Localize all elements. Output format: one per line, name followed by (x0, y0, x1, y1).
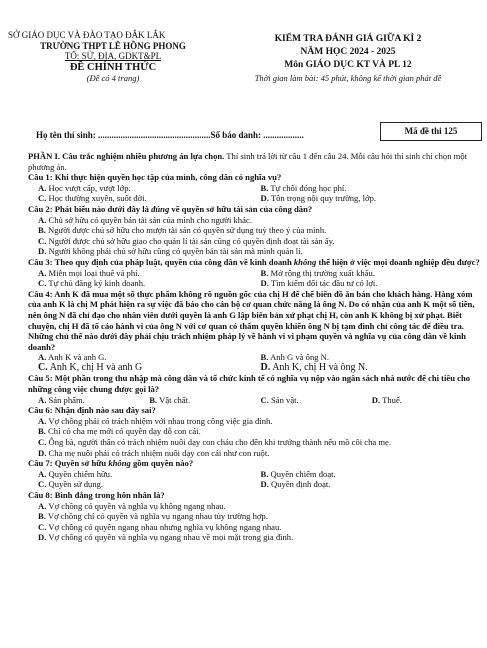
question-7-options (28, 469, 483, 480)
school-name: TRƯỜNG THPT LÊ HỒNG PHONG (40, 40, 186, 51)
option-c: C. Vợ chồng có quyền ngang nhau nhưng nghĩa vụ không ngang nhau. (38, 521, 282, 532)
option-a: A. Sản phẩm. (38, 394, 85, 405)
school-header (8, 30, 218, 84)
exam-header (212, 33, 484, 85)
option-c: C. Anh K, chị H và anh G (38, 361, 143, 373)
page-count: (Đề có 4 trang) (86, 73, 140, 83)
option-d: D. Tôn trọng nội quy trường, lớp. (260, 193, 377, 204)
option-d: D. Thuế. (371, 394, 402, 405)
option-d: D. Cha mẹ nuôi phải có trách nhiệm nuôi dạy con cái như con ruột. (38, 447, 270, 458)
option-c: C. Ông bà, người thân có trách nhiệm nuôi dạy con cháu cho đến khi trưởng thành nếu mồ côi cha mẹ. (38, 437, 392, 448)
question-5-options (28, 395, 483, 406)
question-3-options-2 (28, 278, 483, 289)
option-b: B. Anh G và ông N. (260, 352, 330, 363)
question-7: Câu 7: Quyền sở hữu không gồm quyền nào? (28, 458, 194, 469)
official-label: ĐỀ CHÍNH THỨC (69, 61, 157, 73)
option-d: D. Anh K, chị H và ông N. (260, 361, 368, 373)
subject-group: TỔ: SỬ, ĐỊA, GDKT&PL (64, 51, 162, 61)
question-4: Câu 4: Anh K đã mua một số thực phẩm không rõ nguồn gốc của chị H để chế biến đồ ăn bán cho khách hàng. Hàng xóm của anh K là chị M phát hiện ra sự việc đã báo cho cán bộ cơ quan chức năng là ông N. Do có nhận của anh K một số tiền, nên ông N đã chỉ đạo cho nhân viên dưới quyền là anh G lập biên bản xử phạt chị H, còn anh K không bị xử phạt. Biết chuyện, chị H đã tố cáo hành vi của ông N với cơ quan có thẩm quyền khiến ông N bị tạm đình chỉ công tác để điều tra. Những chủ thể nào dưới đây phải chịu trách nhiệm pháp lý về hành vi vi phạm quyền và nghĩa vụ của công dân về kinh doanh? (28, 288, 475, 352)
option-a: A. Học vượt cấp, vượt lớp. (38, 182, 131, 193)
option-d: D. Người không phải chủ sở hữu cũng có quyền bán tài sản mà mình quản lí. (38, 246, 303, 257)
option-c: C. Người được chủ sở hữu giao cho quản lí tài sản cũng có quyền định đoạt tài sản ấy. (38, 235, 335, 246)
subject-name: Môn GIÁO DỤC KT VÀ PL 12 (284, 60, 412, 70)
option-a: A. Anh K và anh G. (38, 352, 107, 363)
option-a: A. Vợ chồng phải có trách nhiệm với nhau trong công việc gia đình. (38, 415, 273, 426)
option-a: A. Chủ sở hữu có quyền bán tài sản của mình cho người khác. (38, 214, 252, 225)
option-b: B. Vật chất. (149, 394, 191, 405)
exam-code-box: Mã đề thi 125 (380, 122, 482, 141)
option-a: A. Vợ chồng có quyền và nghĩa vụ không ngang nhau. (38, 500, 226, 511)
school-year: NĂM HỌC 2024 - 2025 (300, 47, 396, 57)
option-c: C. Quyền sử dụng. (38, 479, 104, 490)
question-3: Câu 3: Theo quy định của pháp luật, quyền của công dân về kinh doanh không thể hiện ở việc mọi doanh nghiệp đều được? (28, 256, 480, 267)
question-3-options (28, 268, 483, 279)
department-name: SỞ GIÁO DỤC VÀ ĐÀO TẠO ĐẮK LẮK (8, 30, 166, 40)
option-b: B. Mở rộng thị trường xuất khẩu. (260, 267, 375, 278)
student-info-line: Họ tên thí sinh: ..................................................Số báo danh: .................. (36, 130, 304, 140)
part1-intro (28, 151, 483, 172)
option-c: C. Sản vật. (260, 394, 299, 405)
option-d: D. Tìm kiếm đối tác đầu tư có lợi. (260, 278, 378, 289)
exam-body (28, 151, 483, 543)
option-a: A. Quyền chiếm hữu. (38, 468, 113, 479)
time-limit: Thời gian làm bài: 45 phút, không kể thời gian phát đề (254, 73, 442, 83)
option-c: C. Học thường xuyên, suốt đời. (38, 193, 147, 204)
option-b: B. Chỉ có cha mẹ mới có quyền dạy dỗ con cái. (38, 426, 201, 437)
option-c: C. Tự chủ đăng ký kinh doanh. (38, 278, 146, 289)
option-a: A. Miễn mọi loại thuế vả phí. (38, 267, 140, 278)
exam-title: KIỂM TRA ĐÁNH GIÁ GIỮA KÌ 2 (274, 34, 422, 44)
option-d: D. Vợ chồng có quyền và nghĩa vụ ngang nhau về mọi mặt trong gia đình. (38, 532, 294, 543)
question-4-options-2 (28, 363, 483, 374)
part1-heading: PHẦN I. Câu trắc nghiệm nhiều phương án lựa chọn. (28, 151, 225, 161)
option-b: B. Vợ chồng chỉ có quyền và nghĩa vụ ngang nhau tùy trường hợp. (38, 511, 268, 522)
question-1: Câu 1: Khi thực hiện quyền học tập của mình, công dân có nghĩa vụ? (28, 172, 282, 183)
question-8: Câu 8: Bình đẳng trong hôn nhân là? (28, 490, 165, 500)
question-2: Câu 2: Phát biểu nào dưới đây là đúng về quyền sở hữu tài sản của công dân? (28, 203, 313, 214)
option-b: B. Người được chủ sở hữu cho mượn tài sản có quyền sử dụng tuỳ theo ý của mình. (38, 225, 327, 236)
question-6: Câu 6: Nhận định nào sau đây sai? (28, 405, 156, 416)
option-b: B. Tự chối đóng học phí. (260, 182, 347, 193)
question-5: Câu 5: Một phần trong thu nhập mà công dân và tổ chức kinh tế có nghĩa vụ nộp vào ngân sách nhà nước để chi tiêu cho những công việc chung được gọi là? (28, 373, 471, 395)
option-b: B. Quyền chiếm đoạt. (260, 468, 336, 479)
question-1-options (28, 183, 483, 194)
part1-instruction: Thí sinh trả lời từ câu 1 đến câu 24. Mỗi câu hỏi thí sinh chỉ chọn một phương án. (28, 151, 468, 172)
option-d: D. Quyền định đoạt. (260, 479, 331, 490)
question-1-options-2 (28, 193, 483, 204)
question-7-options-2 (28, 479, 483, 490)
